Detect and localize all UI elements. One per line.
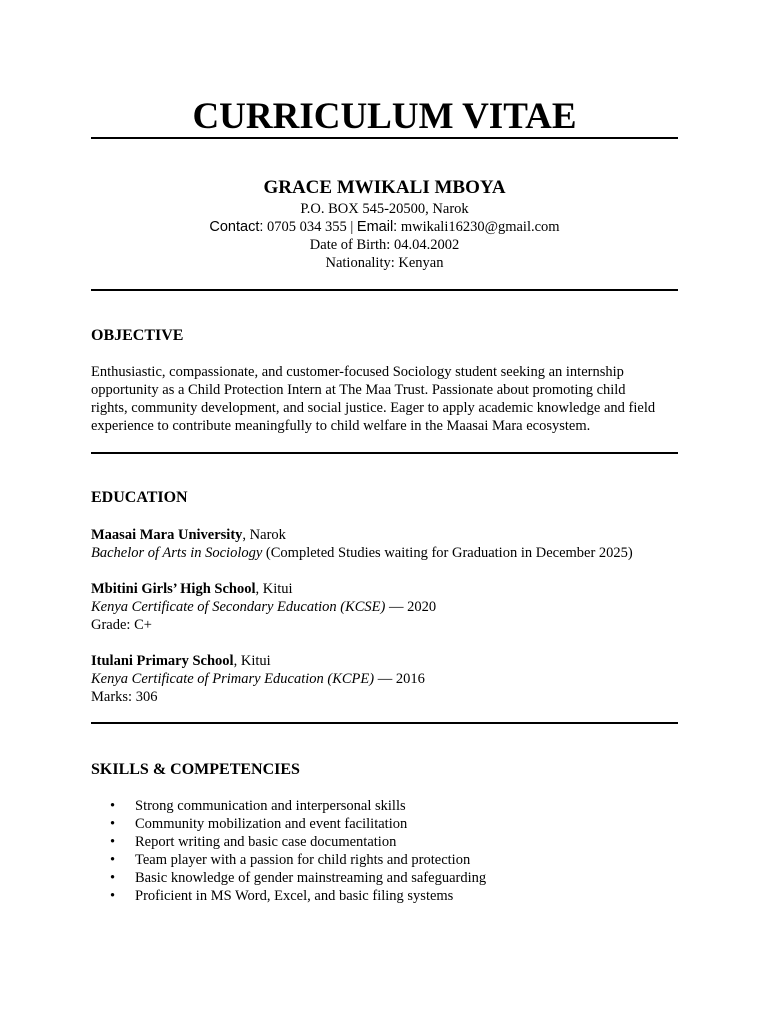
objective-heading: OBJECTIVE	[91, 327, 184, 344]
skill-text: Proficient in MS Word, Excel, and basic filing systems	[135, 888, 454, 904]
phone-number: 0705 034 355	[267, 219, 347, 235]
education-entry	[91, 580, 678, 634]
candidate-name: GRACE MWIKALI MBOYA	[263, 177, 506, 198]
email-address: mwikali16230@gmail.com	[400, 219, 560, 235]
bullet-icon: •	[110, 816, 116, 832]
skill-item	[91, 869, 486, 887]
qualification: Kenya Certificate of Primary Education (KCPE)	[91, 671, 375, 687]
bullet-icon: •	[110, 870, 116, 886]
objective-line: experience to contribute meaningfully to child welfare in the Maasai Mara ecosystem.	[91, 418, 591, 434]
contact-line	[91, 218, 678, 236]
objective-line: Enthusiastic, compassionate, and customer-focused Sociology student seeking an internship	[91, 364, 624, 380]
objective-divider	[91, 452, 678, 454]
education-qualification-line	[91, 598, 678, 616]
objective-line: opportunity as a Child Protection Intern at The Maa Trust. Passionate about promoting child	[91, 382, 626, 398]
bullet-icon: •	[110, 834, 116, 850]
bullet-icon: •	[110, 852, 116, 868]
education-qualification-line	[91, 544, 678, 562]
qualification: Bachelor of Arts in Sociology	[91, 545, 263, 561]
education-institution-line	[91, 652, 678, 670]
institution-location: , Narok	[242, 527, 286, 543]
objective-paragraph	[91, 363, 678, 435]
bullet-icon: •	[110, 888, 116, 904]
skill-item	[91, 887, 486, 905]
title-divider	[91, 137, 678, 139]
qualification-detail: — 2016	[374, 671, 425, 687]
skill-text: Report writing and basic case documentation	[135, 834, 397, 850]
skills-heading: SKILLS & COMPETENCIES	[91, 761, 300, 778]
skills-list	[91, 797, 486, 905]
contact-block	[91, 200, 678, 272]
education-institution-line	[91, 526, 678, 544]
skill-text: Strong communication and interpersonal skills	[135, 798, 406, 814]
institution-name: Mbitini Girls’ High School	[91, 581, 256, 597]
education-qualification-line	[91, 670, 678, 688]
education-grade: Grade: C+	[91, 617, 152, 633]
objective-line: rights, community development, and social justice. Eager to apply academic knowledge and field	[91, 400, 656, 416]
contact-label: Contact:	[209, 219, 264, 235]
header-divider	[91, 289, 678, 291]
document-title: CURRICULUM VITAE	[192, 96, 577, 137]
skill-text: Community mobilization and event facilitation	[135, 816, 408, 832]
skill-text: Basic knowledge of gender mainstreaming and safeguarding	[135, 870, 487, 886]
institution-location: , Kitui	[233, 653, 271, 669]
education-heading: EDUCATION	[91, 489, 188, 506]
education-institution-line	[91, 580, 678, 598]
skill-text: Team player with a passion for child rights and protection	[135, 852, 471, 868]
nationality: Nationality: Kenyan	[325, 255, 444, 271]
education-divider	[91, 722, 678, 724]
education-entry	[91, 526, 678, 562]
institution-name: Maasai Mara University	[91, 527, 243, 543]
skill-item	[91, 797, 486, 815]
qualification-detail: — 2020	[385, 599, 437, 615]
contact-separator: |	[350, 219, 354, 235]
education-marks: Marks: 306	[91, 689, 158, 705]
institution-name: Itulani Primary School	[91, 653, 234, 669]
qualification-detail: (Completed Studies waiting for Graduation in December 2025)	[262, 545, 633, 561]
education-entry	[91, 652, 678, 706]
skill-item	[91, 815, 486, 833]
skill-item	[91, 833, 486, 851]
institution-location: , Kitui	[255, 581, 293, 597]
address-line: P.O. BOX 545-20500, Narok	[300, 201, 469, 217]
date-of-birth: Date of Birth: 04.04.2002	[309, 237, 460, 253]
qualification: Kenya Certificate of Secondary Education (KCSE)	[91, 599, 386, 615]
email-label: Email:	[356, 219, 398, 235]
bullet-icon: •	[110, 798, 116, 814]
skill-item	[91, 851, 486, 869]
